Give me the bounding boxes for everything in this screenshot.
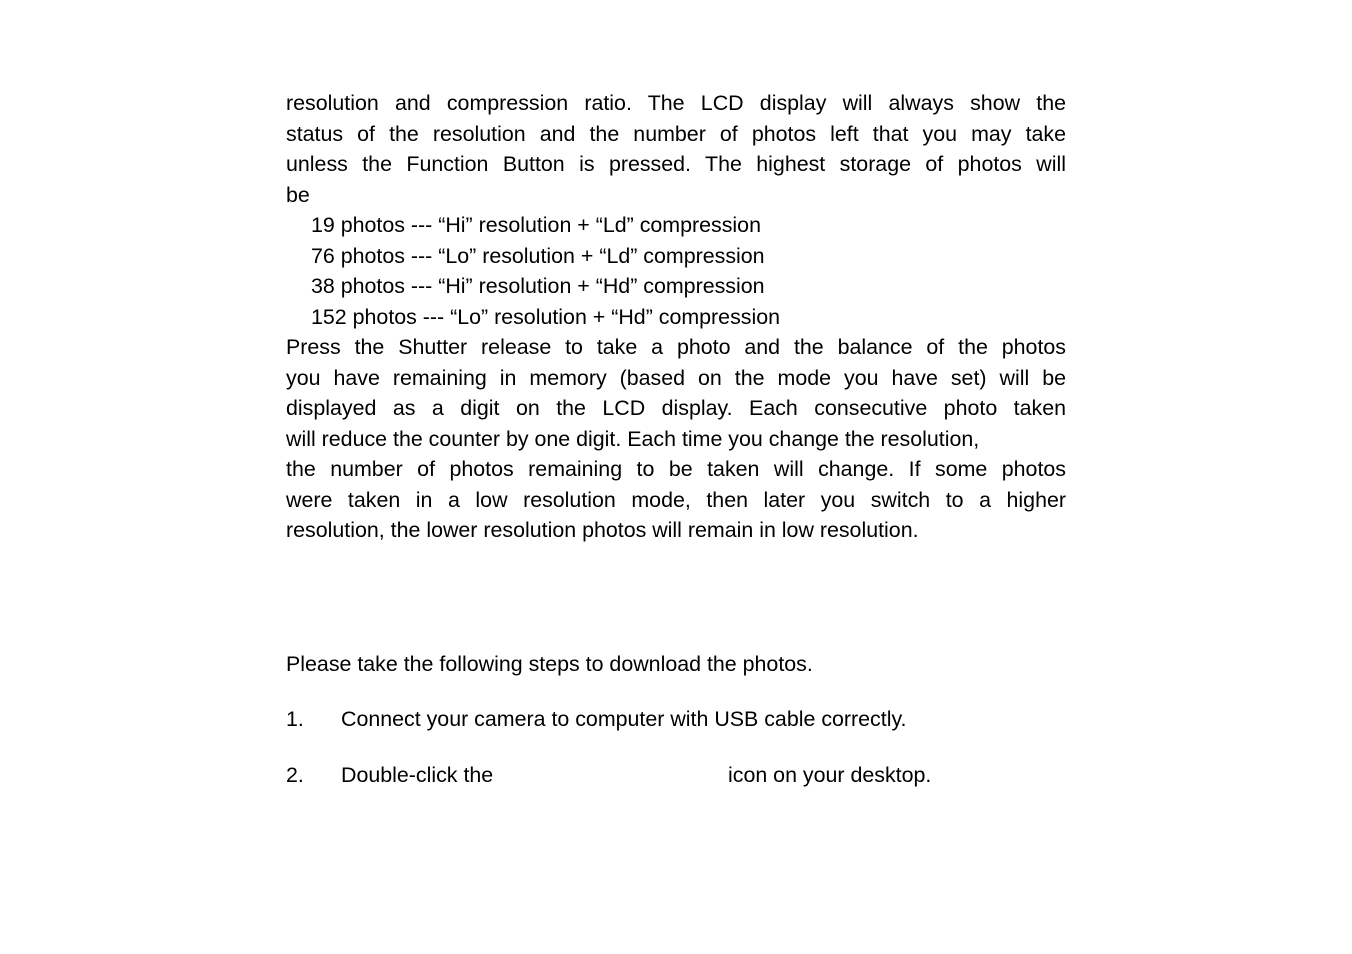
step-item [286, 704, 1086, 734]
paragraph-line: were taken in a low resolution mode, then later you switch to a higher [286, 487, 1066, 512]
storage-list-item: 38 photos --- “Hi” resolution + “Hd” compression [311, 274, 765, 298]
paragraph-line: unless the Function Button is pressed. The highest storage of photos will [286, 152, 1066, 176]
download-intro: Please take the following steps to download the photos. [286, 652, 813, 676]
paragraph-line: the number of photos remaining to be taken will change. If some photos [286, 457, 1066, 481]
paragraph-line: you have remaining in memory (based on the mode you have set) will be [286, 365, 1066, 390]
step-number: 1. [286, 707, 304, 731]
paragraph-line: status of the resolution and the number of photos left that you may take [286, 121, 1066, 146]
paragraph-line: be [286, 182, 310, 207]
step-text: Double-click the [341, 763, 494, 787]
storage-list-item: 152 photos --- “Lo” resolution + “Hd” compression [311, 304, 781, 329]
paragraph-resolution-intro [286, 88, 1066, 546]
step-text: Connect your camera to computer with USB cable correctly. [341, 707, 907, 731]
paragraph-line: Press the Shutter release to take a photo and the balance of the photos [286, 335, 1066, 359]
paragraph-line: will reduce the counter by one digit. Each time you change the resolution, [286, 426, 980, 451]
step-number: 2. [286, 763, 304, 787]
desktop-icon-placeholder [518, 760, 723, 790]
storage-list-item: 19 photos --- “Hi” resolution + “Ld” compression [311, 213, 761, 237]
paragraph-line: displayed as a digit on the LCD display. Each consecutive photo taken [286, 396, 1066, 420]
step-text: icon on your desktop. [728, 763, 932, 787]
paragraph-line: resolution, the lower resolution photos will remain in low resolution. [286, 518, 919, 542]
storage-list-item: 76 photos --- “Lo” resolution + “Ld” compression [311, 243, 765, 268]
step-item [286, 760, 1086, 790]
paragraph-line: resolution and compression ratio. The LCD display will always show the [286, 91, 1066, 115]
